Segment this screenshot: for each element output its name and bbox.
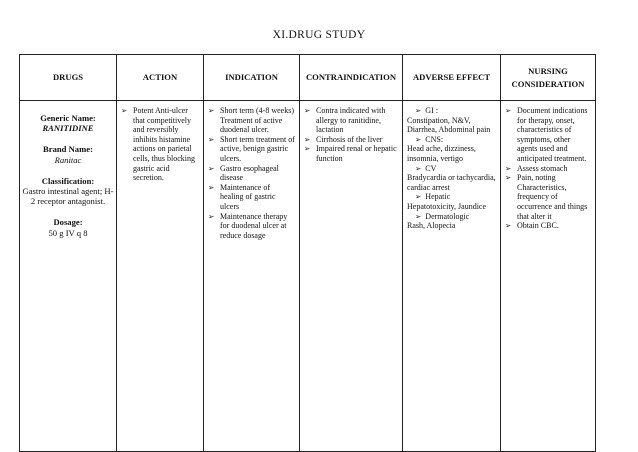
indication-list <box>208 106 295 240</box>
generic-name-label: Generic Name: <box>40 113 96 123</box>
classification-label: Classification: <box>41 175 95 186</box>
contraindication-cell <box>300 101 403 452</box>
adverse-effect-detail: Constipation, N&V, Diarrhea, Abdominal pain <box>407 115 491 135</box>
nursing-item: ➢ Pain, noting Characteristics, frequency of occurrence and things that alter it <box>505 173 591 221</box>
dosage-label: Dosage: <box>53 217 83 228</box>
dosage-value: 50 g IV q 8 <box>48 227 88 238</box>
header-action: ACTION <box>117 55 204 101</box>
header-adverse-effect: ADVERSE EFFECT <box>403 55 501 101</box>
indication-item: ➢ Short term treatment of active, benign gastric ulcers. <box>208 135 295 164</box>
adverse-effect-heading: ➢ Hepatic <box>407 192 496 202</box>
header-row <box>20 55 596 101</box>
indication-item: ➢ Maintenance of healing of gastric ulcers <box>208 183 295 212</box>
nursing-consideration-cell <box>501 101 596 452</box>
header-nursing-line2: CONSIDERATION <box>511 78 585 89</box>
nursing-item: ➢ Document indications for therapy, onset, characteristics of symptoms, other agents used and anticipated treatment. <box>505 106 591 164</box>
header-indication: INDICATION <box>204 55 300 101</box>
contraindication-list <box>304 106 398 164</box>
brand-name-label: Brand Name: <box>43 144 93 155</box>
header-nursing-consideration <box>501 55 596 101</box>
adverse-effect-detail: Hepatotoxicity, Jaundice <box>407 201 487 211</box>
drug-cell <box>20 101 117 452</box>
action-item: ➢ Potent Anti-ulcer that competitively and reversibly inhibits histamine actions on parietal cells, thus blocking gastric acid secretion. <box>121 106 199 183</box>
nursing-list <box>505 106 591 231</box>
contraindication-item: ➢ Impaired renal or hepatic function <box>304 144 398 163</box>
header-nursing-line1: NURSING <box>528 65 568 76</box>
indication-cell <box>204 101 300 452</box>
nursing-item: ➢ Obtain CBC. <box>505 221 591 231</box>
adverse-effect-cell <box>403 101 501 452</box>
indication-item: ➢ Gastro esophageal disease <box>208 164 295 183</box>
header-contraindication: CONTRAINDICATION <box>300 55 403 101</box>
indication-item: ➢ Maintenance therapy for duodenal ulcer at reduce dosage <box>208 212 295 241</box>
document-title: XI.DRUG STUDY <box>272 29 366 41</box>
contraindication-item: ➢ Contra indicated with allergy to ranitidine, lactation <box>304 106 398 135</box>
adverse-effect-heading: ➢ GI : <box>407 106 496 116</box>
adverse-effect-detail: Bradycardia or tachycardia, cardiac arrest <box>407 173 496 192</box>
adverse-effect-detail: Head ache, dizziness, insomnia, vertigo <box>407 144 476 163</box>
contraindication-item: ➢ Cirrhosis of the liver <box>304 135 398 145</box>
classification-value: Gastro intestinal agent; H-2 receptor antagonist. <box>22 186 114 207</box>
drug-row <box>20 101 596 452</box>
nursing-item: ➢ Assess stomach <box>505 164 591 174</box>
action-list <box>121 106 199 183</box>
adverse-effect-heading: ➢ Dermatologic <box>407 212 496 222</box>
brand-name-value: Ranitac <box>54 154 82 165</box>
generic-name-value: RANITIDINE <box>42 123 94 134</box>
adverse-effect-heading: ➢ CV <box>407 164 496 174</box>
adverse-effect-detail: Rash, Alopecia <box>407 221 456 231</box>
adverse-effect-list <box>403 101 500 231</box>
drug-study-table <box>19 54 596 452</box>
header-drugs: DRUGS <box>20 55 117 101</box>
action-cell <box>117 101 204 452</box>
indication-item: ➢ Short term (4-8 weeks) Treatment of active duodenal ulcer. <box>208 106 295 135</box>
adverse-effect-heading: ➢ CNS: <box>407 135 496 145</box>
